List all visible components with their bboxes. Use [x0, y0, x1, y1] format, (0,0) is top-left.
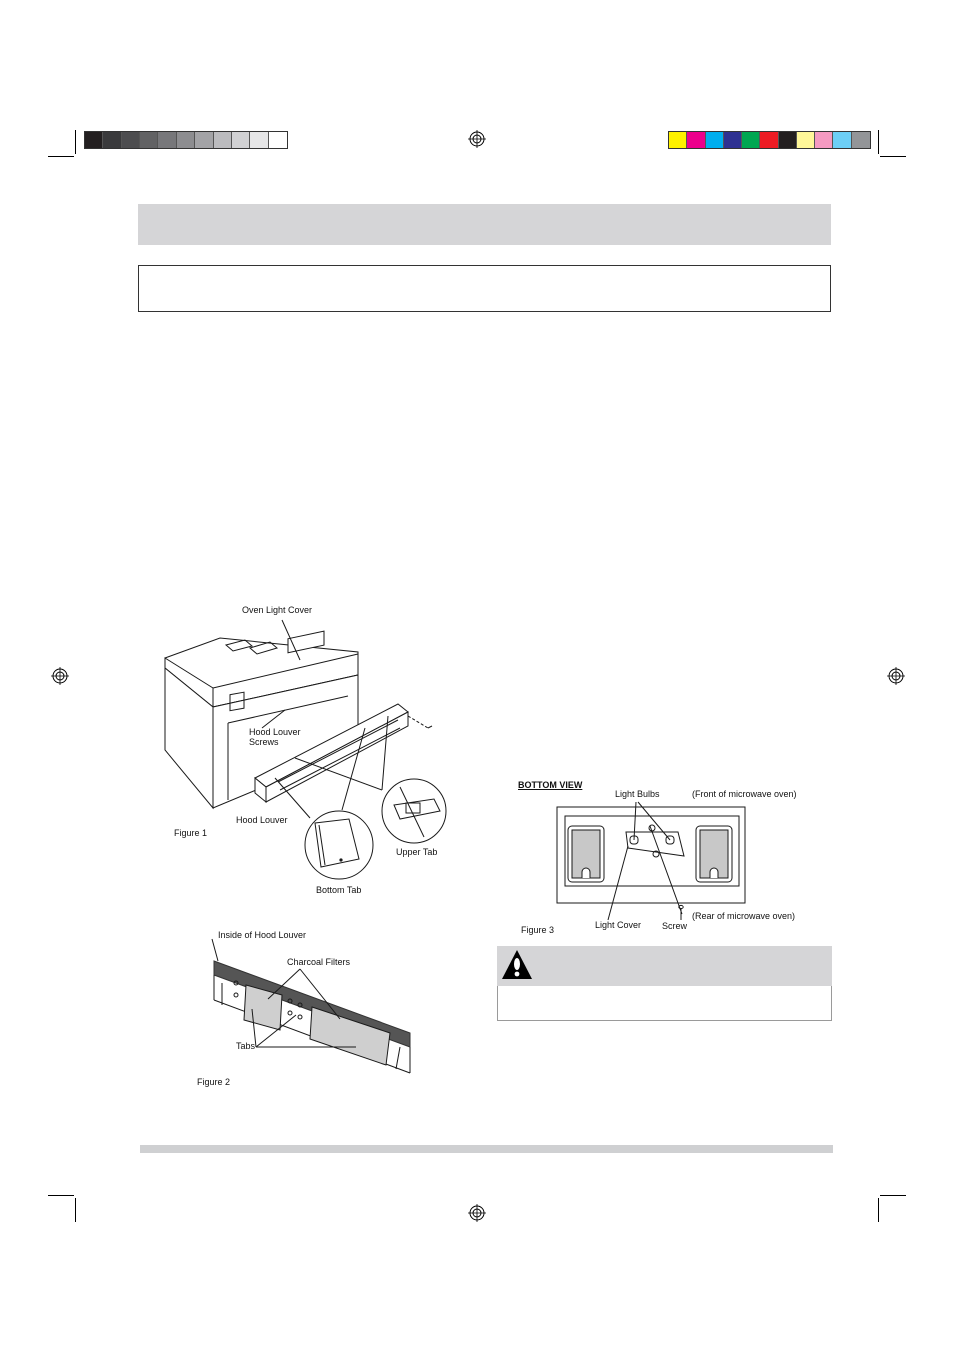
- grayscale-swatch: [214, 132, 232, 148]
- registration-mark-bottom-icon: [468, 1204, 486, 1222]
- grayscale-swatch: [103, 132, 121, 148]
- warning-triangle-icon: [500, 948, 534, 982]
- warning-header: [497, 946, 832, 986]
- upper-tab-detail: [380, 777, 448, 845]
- grayscale-swatch: [177, 132, 195, 148]
- figure-3-caption: Figure 3: [521, 925, 555, 935]
- registration-mark-left-icon: [51, 667, 69, 685]
- process-color-swatch: [669, 132, 687, 148]
- label-hood-louver-screws-line2: Screws: [249, 737, 279, 747]
- figure-1-caption: Figure 1: [174, 828, 208, 838]
- figure-2-caption: Figure 2: [197, 1077, 231, 1087]
- label-upper-tab: Upper Tab: [396, 847, 438, 857]
- crop-mark-bottom-right-v: [878, 1198, 879, 1222]
- grayscale-swatch: [250, 132, 268, 148]
- crop-mark-top-left-v: [75, 130, 76, 154]
- process-color-swatch: [833, 132, 851, 148]
- warning-body: [497, 986, 832, 1021]
- label-hood-louver-screws-line1: Hood Louver: [249, 727, 301, 737]
- grayscale-swatch: [122, 132, 140, 148]
- figure-2-drawing: [200, 935, 415, 1075]
- crop-mark-bottom-left: [48, 1195, 74, 1196]
- process-color-swatch: [742, 132, 760, 148]
- process-color-swatch: [852, 132, 870, 148]
- grayscale-swatch: [195, 132, 213, 148]
- bottom-tab-detail: [303, 809, 375, 881]
- process-color-swatch: [706, 132, 724, 148]
- grayscale-swatch: [269, 132, 287, 148]
- figure-3-drawing: [556, 806, 748, 906]
- crop-mark-bottom-right: [880, 1195, 906, 1196]
- process-color-bar: [668, 131, 871, 149]
- label-light-cover: Light Cover: [595, 920, 642, 930]
- registration-mark-top-icon: [468, 130, 486, 148]
- process-color-swatch: [687, 132, 705, 148]
- grayscale-swatch: [85, 132, 103, 148]
- crop-mark-top-right: [880, 156, 906, 157]
- grayscale-swatch: [232, 132, 250, 148]
- label-inside-of-hood-louver: Inside of Hood Louver: [218, 930, 307, 940]
- crop-mark-bottom-left-v: [75, 1198, 76, 1222]
- label-light-bulbs: Light Bulbs: [615, 789, 660, 799]
- footer-band: [140, 1145, 833, 1153]
- grayscale-swatch: [158, 132, 176, 148]
- crop-mark-top-right-v: [878, 130, 879, 154]
- process-color-swatch: [779, 132, 797, 148]
- grayscale-swatch: [140, 132, 158, 148]
- label-oven-light-cover: Oven Light Cover: [242, 605, 313, 615]
- label-hood-louver: Hood Louver: [236, 815, 288, 825]
- process-color-swatch: [760, 132, 778, 148]
- section-header-band: [138, 204, 831, 245]
- process-color-swatch: [724, 132, 742, 148]
- label-rear-of-oven: (Rear of microwave oven): [692, 911, 796, 921]
- label-charcoal-filters: Charcoal Filters: [287, 957, 351, 967]
- label-bottom-tab: Bottom Tab: [316, 885, 362, 895]
- label-tabs: Tabs: [236, 1041, 256, 1051]
- process-color-swatch: [815, 132, 833, 148]
- crop-mark-top-left: [48, 156, 74, 157]
- label-bottom-view: BOTTOM VIEW: [518, 780, 583, 790]
- label-screw: Screw: [662, 921, 688, 931]
- label-front-of-oven: (Front of microwave oven): [692, 789, 797, 799]
- registration-mark-right-icon: [887, 667, 905, 685]
- process-color-swatch: [797, 132, 815, 148]
- grayscale-color-bar: [84, 131, 288, 149]
- note-box: [138, 265, 831, 312]
